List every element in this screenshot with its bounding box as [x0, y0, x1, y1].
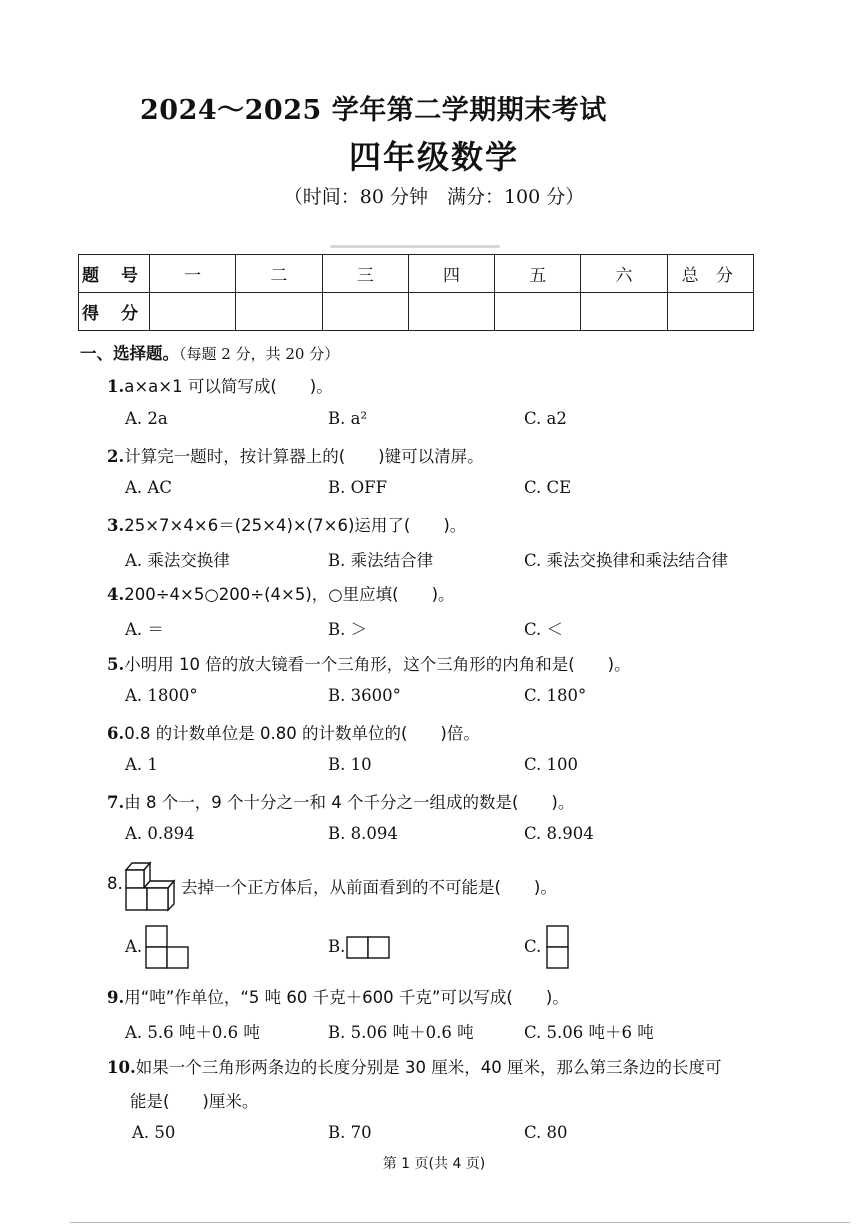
q8-option-a-figure — [145, 925, 189, 969]
score-table — [78, 254, 754, 331]
question-text: 计算完一题时，按计算器上的( )键可以清屏。 — [124, 447, 484, 466]
q6-option-c[interactable]: C. 100 — [524, 755, 579, 774]
col-2: 二 — [236, 255, 322, 293]
q1-option-c[interactable]: C. a2 — [524, 409, 567, 428]
question-10 — [107, 1054, 721, 1078]
time-info: （时间：80 分钟 满分：100 分） — [283, 186, 585, 208]
q4-option-b[interactable]: B. ＞ — [328, 620, 368, 639]
q6-option-b[interactable]: B. 10 — [328, 755, 372, 774]
section-1-title: 一、选择题。 — [80, 344, 179, 363]
question-text: 由 8 个一，9 个十分之一和 4 个千分之一组成的数是( )。 — [124, 793, 575, 812]
score-cell-6[interactable] — [581, 293, 667, 331]
q7-option-c[interactable]: C. 8.904 — [524, 824, 594, 843]
col-total: 总 分 — [667, 255, 753, 293]
question-10-continuation: 能是( )厘米。 — [130, 1092, 259, 1111]
q10-option-c[interactable]: C. 80 — [524, 1123, 568, 1142]
question-4 — [107, 581, 455, 605]
question-number: 10. — [107, 1058, 136, 1077]
exam-subtitle: 四年级数学 — [348, 138, 519, 176]
score-cell-2[interactable] — [236, 293, 322, 331]
question-number: 2. — [107, 447, 125, 466]
question-7 — [107, 789, 574, 813]
q1-option-a[interactable]: A. 2a — [125, 409, 168, 428]
question-text: 小明用 10 倍的放大镜看一个三角形，这个三角形的内角和是( )。 — [124, 655, 631, 674]
q4-option-c[interactable]: C. ＜ — [524, 620, 564, 639]
q2-option-c[interactable]: C. CE — [524, 478, 572, 497]
q8-option-c-figure — [546, 925, 569, 969]
col-3: 三 — [322, 255, 408, 293]
col-1: 一 — [150, 255, 236, 293]
section-1-note: （每题 2 分，共 20 分） — [179, 345, 340, 363]
col-6: 六 — [581, 255, 667, 293]
scan-smudge — [330, 245, 500, 248]
question-3 — [107, 512, 466, 536]
score-table-header-row — [79, 255, 754, 293]
q5-option-a[interactable]: A. 1800° — [125, 686, 198, 705]
col-4: 四 — [408, 255, 494, 293]
q5-option-b[interactable]: B. 3600° — [328, 686, 401, 705]
question-text: 用“吨”作单位，“5 吨 60 千克＋600 千克”可以写成( )。 — [124, 988, 569, 1007]
question-number: 9. — [107, 988, 125, 1007]
question-number: 7. — [107, 793, 125, 812]
q9-option-b[interactable]: B. 5.06 吨＋0.6 吨 — [328, 1023, 474, 1042]
q5-option-c[interactable]: C. 180° — [524, 686, 587, 705]
q7-option-b[interactable]: B. 8.094 — [328, 824, 398, 843]
question-2 — [107, 443, 484, 467]
q8-option-c[interactable]: C. — [524, 937, 542, 956]
q3-option-b[interactable]: B. 乘法结合律 — [328, 551, 434, 570]
question-number: 4. — [107, 585, 125, 604]
page-footer: 第 1 页(共 4 页) — [382, 1156, 486, 1172]
exam-title: 2024～2025 学年第二学期期末考试 — [140, 95, 607, 126]
q1-option-b[interactable]: B. a² — [328, 409, 368, 428]
q3-option-a[interactable]: A. 乘法交换律 — [125, 551, 230, 570]
q8-option-b[interactable]: B. — [328, 937, 346, 956]
question-text: a×a×1 可以简写成( )。 — [124, 377, 333, 396]
q10-option-b[interactable]: B. 70 — [328, 1123, 372, 1142]
q2-option-a[interactable]: A. AC — [125, 478, 172, 497]
score-table-score-row — [79, 293, 754, 331]
q3-option-c[interactable]: C. 乘法交换律和乘法结合律 — [524, 551, 729, 570]
question-8-text: 去掉一个正方体后，从前面看到的不可能是( )。 — [181, 878, 557, 897]
score-cell-4[interactable] — [408, 293, 494, 331]
question-9 — [107, 984, 569, 1008]
question-number: 3. — [107, 516, 125, 535]
question-number: 5. — [107, 655, 125, 674]
row-label-number: 题 号 — [79, 255, 150, 293]
question-text: 25×7×4×6＝(25×4)×(7×6)运用了( )。 — [124, 516, 467, 535]
q9-option-c[interactable]: C. 5.06 吨＋6 吨 — [524, 1023, 654, 1042]
score-cell-3[interactable] — [322, 293, 408, 331]
question-text: 200÷4×5○200÷(4×5)，○里应填( )。 — [124, 585, 455, 604]
section-1-heading — [80, 340, 339, 364]
question-6 — [107, 720, 480, 744]
question-text: 如果一个三角形两条边的长度分别是 30 厘米，40 厘米，那么第三条边的长度可 — [135, 1058, 722, 1077]
q8-option-b-figure — [346, 936, 390, 959]
cube-stack-figure — [122, 860, 182, 912]
q10-option-a[interactable]: A. 50 — [132, 1123, 176, 1142]
score-cell-total[interactable] — [667, 293, 753, 331]
q4-option-a[interactable]: A. ＝ — [125, 620, 164, 639]
col-5: 五 — [495, 255, 581, 293]
question-1 — [107, 373, 333, 397]
question-number: 6. — [107, 724, 125, 743]
score-cell-5[interactable] — [495, 293, 581, 331]
q7-option-a[interactable]: A. 0.894 — [125, 824, 195, 843]
question-5 — [107, 651, 631, 675]
q2-option-b[interactable]: B. OFF — [328, 478, 388, 497]
score-cell-1[interactable] — [150, 293, 236, 331]
question-text: 0.8 的计数单位是 0.80 的计数单位的( )倍。 — [124, 724, 480, 743]
row-label-score: 得 分 — [79, 293, 150, 331]
q8-option-a[interactable]: A. — [125, 937, 143, 956]
q6-option-a[interactable]: A. 1 — [125, 755, 158, 774]
q9-option-a[interactable]: A. 5.6 吨＋0.6 吨 — [125, 1023, 260, 1042]
question-8-number: 8. — [107, 874, 123, 893]
bottom-rule — [70, 1222, 850, 1223]
question-number: 1. — [107, 377, 125, 396]
